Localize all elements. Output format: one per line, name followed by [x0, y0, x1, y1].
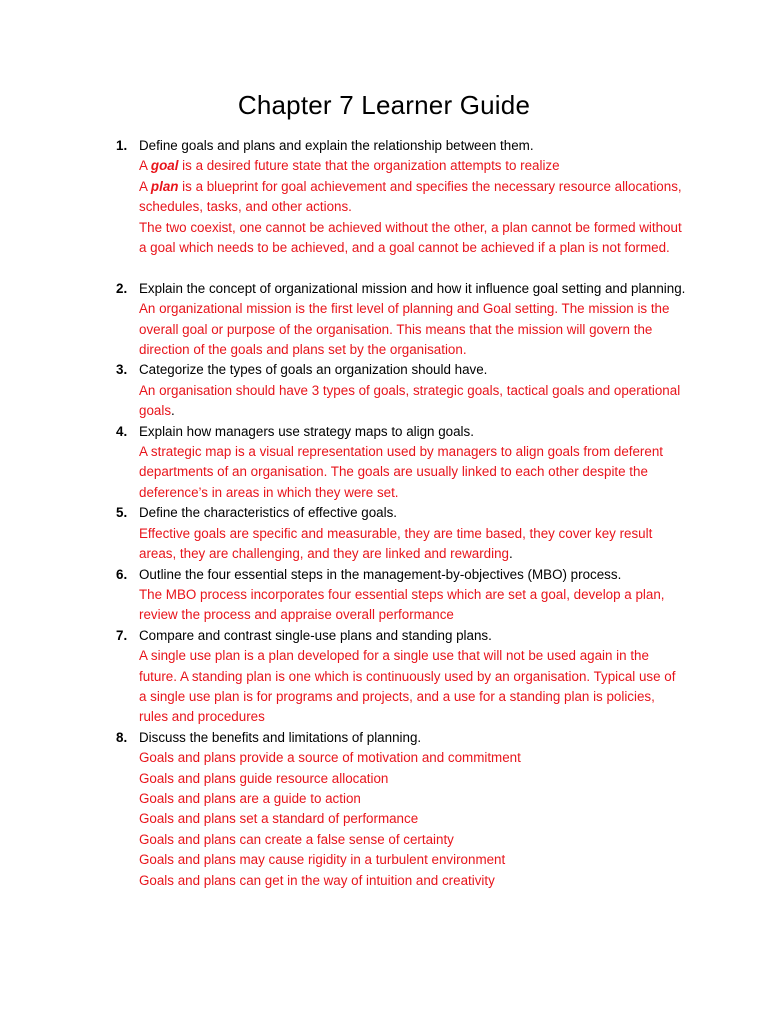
question-text: Explain how managers use strategy maps to align goals. [139, 423, 474, 439]
item-number: 1. [116, 138, 128, 153]
answer-text: The MBO process incorporates four essential steps which are set a goal, develop a plan, review the process and appraise overall performance [139, 586, 665, 623]
answer-line: Goals and plans can create a false sense of certainty [139, 831, 454, 847]
question-list [116, 136, 686, 891]
item-number: 4. [116, 423, 128, 439]
answer-line: Goals and plans provide a source of motivation and commitment [139, 750, 521, 766]
list-item-5 [116, 503, 686, 564]
item-number: 6. [116, 566, 128, 582]
question-text: Compare and contrast single-use plans and standing plans. [139, 627, 492, 643]
answer-line: A goal is a desired future state that the organization attempts to realize [139, 158, 560, 174]
item-number: 5. [116, 505, 128, 521]
item-number: 3. [116, 362, 128, 378]
answer-text: A single use plan is a plan developed for a single use that will not be used again in the future. A standing plan is one which is continuously used by an organisation. Typical use of a single use plan is for programs and projects, and a use for a standing plan is policies, rules and procedures [139, 648, 676, 725]
question-text: Define the characteristics of effective goals. [139, 505, 398, 521]
answer-line: A plan is a blueprint for goal achievement and specifies the necessary resource allocations, schedules, tasks, and other actions. [139, 178, 682, 215]
list-item-8 [116, 728, 686, 891]
question-text: Outline the four essential steps in the management-by-objectives (MBO) process. [139, 566, 622, 582]
keyword-plan: plan [150, 178, 179, 194]
answer-text: A strategic map is a visual representation used by managers to align goals from deferent departments of an organisation. The goals are usually linked to each other despite the deference’s in areas in which they were set. [139, 444, 664, 500]
answer-line: Goals and plans may cause rigidity in a turbulent environment [139, 852, 506, 868]
answer-line: Goals and plans can get in the way of intuition and creativity [139, 872, 495, 888]
question-text: Categorize the types of goals an organization should have. [139, 362, 488, 378]
question-text: Discuss the benefits and limitations of planning. [139, 729, 422, 745]
list-item-3 [116, 360, 686, 421]
answer-text: An organisation should have 3 types of goals, strategic goals, tactical goals and operational goals. [139, 382, 681, 419]
answer-line: The two coexist, one cannot be achieved without the other, a plan cannot be formed without a goal which needs to be achieved, and a goal cannot be achieved if a plan is not formed. [139, 219, 682, 256]
answer-text: Effective goals are specific and measurable, they are time based, they cover key result areas, they are challenging, and they are linked and rewarding. [139, 525, 653, 562]
list-item-1 [116, 136, 686, 258]
question-text: Define goals and plans and explain the relationship between them. [139, 138, 534, 153]
keyword-goal: goal [150, 158, 179, 174]
list-item-2 [116, 279, 686, 361]
list-item-4 [116, 422, 686, 504]
page-title: Chapter 7 Learner Guide [237, 90, 531, 120]
answer-line: Goals and plans guide resource allocation [139, 770, 389, 786]
list-item-7 [116, 626, 686, 728]
item-number: 7. [116, 627, 128, 643]
answer-line: Goals and plans are a guide to action [139, 790, 361, 806]
list-item-6 [116, 565, 686, 626]
answer-line: Goals and plans set a standard of performance [139, 811, 419, 827]
answer-text: An organizational mission is the first level of planning and Goal setting. The mission is the overall goal or purpose of the organisation. This means that the mission will govern the direction of the goals and plans set by the organisation. [139, 301, 670, 358]
item-number: 8. [116, 729, 128, 745]
item-number: 2. [116, 280, 128, 296]
question-text: Explain the concept of organizational mission and how it influence goal setting and planning. [139, 280, 686, 296]
